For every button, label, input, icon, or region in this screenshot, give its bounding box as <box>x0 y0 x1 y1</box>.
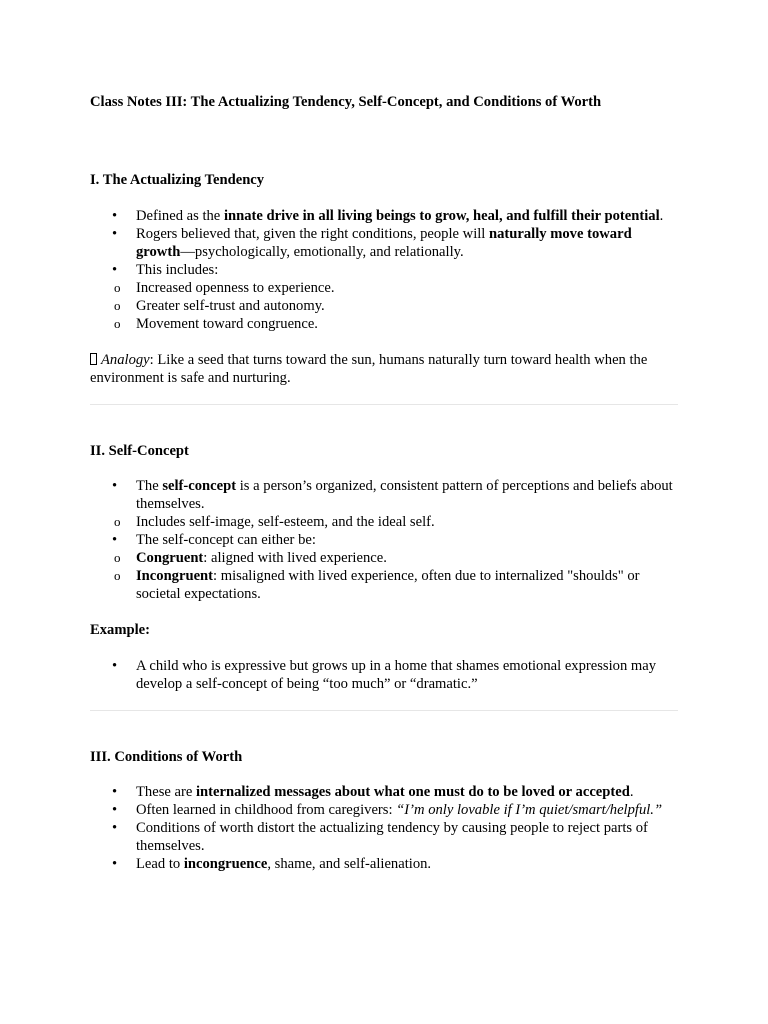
text-run: is a person’s organized, consistent pattern of perceptions and beliefs about themselves. <box>136 478 673 512</box>
self-concept-list <box>90 477 678 603</box>
text-run: Lead to <box>136 856 184 872</box>
sublist-item: o Movement toward congruence. <box>91 315 678 333</box>
bold-run: internalized messages about what one must do to be loved or accepted <box>195 784 630 800</box>
italic-run: “I’m only lovable if I’m quiet/smart/helpful.” <box>396 802 663 818</box>
list-item <box>90 261 678 333</box>
sublist-item <box>91 549 678 567</box>
bold-run: Example: <box>90 622 150 638</box>
sublist-item: o Includes self-image, self-esteem, and the ideal self. <box>91 513 678 531</box>
text-run: Rogers believed that, given the right conditions, people will <box>136 226 490 242</box>
section-heading-conditions-of-worth: III. Conditions of Worth <box>90 749 243 765</box>
missing-glyph-icon <box>90 353 97 365</box>
list-item <box>90 801 678 819</box>
example-label <box>90 621 678 639</box>
bold-run: Incongruent <box>136 568 214 584</box>
conditions-of-worth-list <box>90 783 678 873</box>
list-item: • A child who is expressive but grows up in a home that shames emotional expression may develop a self-concept of being “too much” or “dramatic.” <box>90 657 678 693</box>
text-run: : aligned with lived experience. <box>203 550 387 566</box>
text-run: Defined as the <box>136 208 224 224</box>
list-item <box>90 477 678 531</box>
includes-sublist <box>136 279 678 333</box>
text-run: This includes: <box>136 262 219 278</box>
actualizing-tendency-list <box>90 207 678 333</box>
sublist-item: o Greater self-trust and autonomy. <box>91 297 678 315</box>
text-run: . <box>659 208 664 224</box>
list-item <box>90 207 678 225</box>
sublist-item: o Increased openness to experience. <box>91 279 678 297</box>
bold-run: innate drive in all living beings to grow, heal, and fulfill their potential <box>223 208 660 224</box>
list-item <box>90 531 678 603</box>
section-heading-self-concept: II. Self-Concept <box>90 443 189 459</box>
text-run: The <box>136 478 163 494</box>
bold-run: Congruent <box>136 550 204 566</box>
analogy-label: Analogy <box>101 352 150 368</box>
text-run: The self-concept can either be: <box>136 532 316 548</box>
analogy-paragraph <box>90 351 678 387</box>
self-concept-sublist <box>136 513 678 531</box>
bold-run: self-concept <box>162 478 237 494</box>
sublist-item <box>91 567 678 603</box>
list-item <box>90 855 678 873</box>
text-run: Often learned in childhood from caregivers: <box>136 802 397 818</box>
text-run: : misaligned with lived experience, often due to internalized "shoulds" or societal expectations. <box>136 568 640 602</box>
analogy-text: : Like a seed that turns toward the sun, humans naturally turn toward health when the environment is safe and nurturing. <box>90 352 648 386</box>
example-list <box>90 657 678 693</box>
text-run: —psychologically, emotionally, and relationally. <box>180 244 464 260</box>
text-run: . <box>629 784 634 800</box>
bold-run: naturally move toward growth <box>136 226 632 260</box>
document-body <box>90 93 678 873</box>
text-run: These are <box>136 784 196 800</box>
bold-run: incongruence <box>183 856 268 872</box>
section-heading-actualizing-tendency: I. The Actualizing Tendency <box>90 172 265 188</box>
list-item: • Conditions of worth distort the actualizing tendency by causing people to reject parts of themselves. <box>90 819 678 855</box>
document-title: Class Notes III: The Actualizing Tendency, Self-Concept, and Conditions of Worth <box>90 94 602 110</box>
list-item <box>90 225 678 261</box>
congruence-sublist <box>136 549 678 603</box>
text-run: , shame, and self-alienation. <box>267 856 432 872</box>
list-item <box>90 783 678 801</box>
